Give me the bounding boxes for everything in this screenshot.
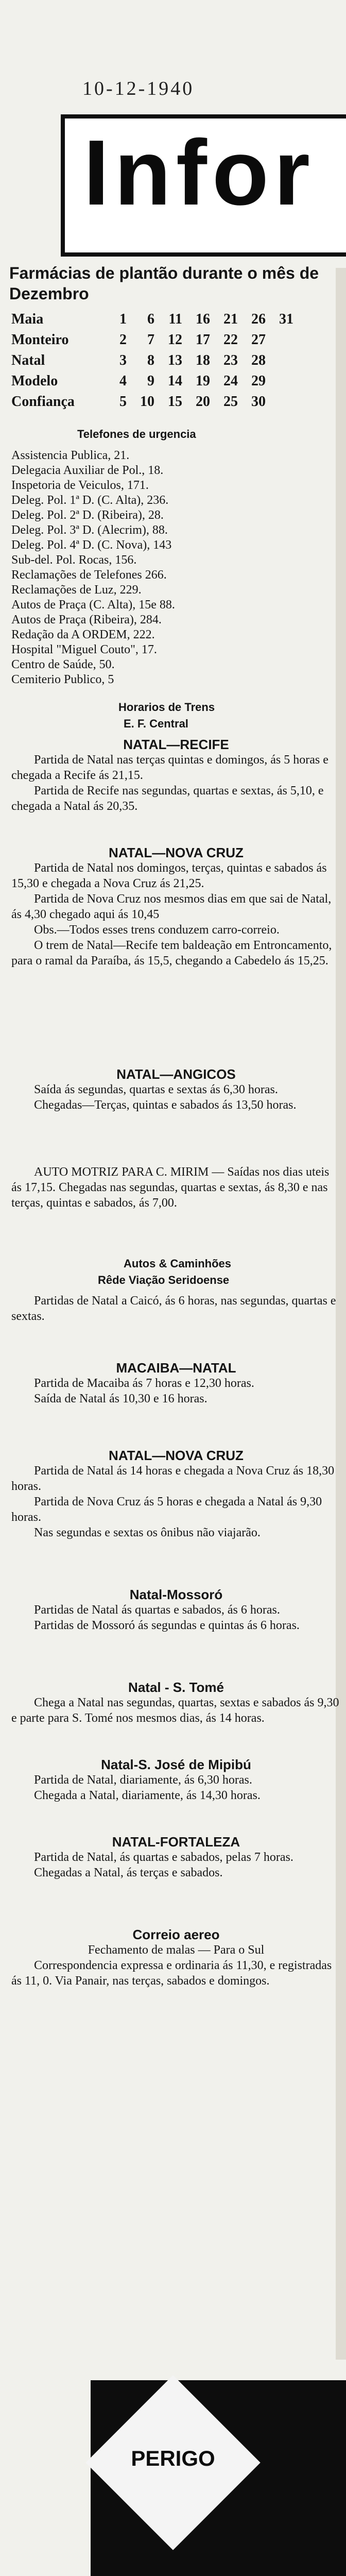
pharmacy-row [11,330,341,350]
phone-entry: Redação da A ORDEM, 222. [11,628,155,641]
pharmacy-day: 13 [168,352,182,368]
natal-novacruz2-line: Nas segundas e sextas os ônibus não viajarão. [34,1526,261,1539]
natal-novacruz-line: Obs.—Todos esses trens conduzem carro-correio. [34,923,280,937]
pharmacy-day: 25 [223,394,238,410]
macaiba-line: Partida de Macaiba ás 7 horas e 12,30 horas. [34,1377,254,1390]
trains-subheading: E. F. Central [124,717,188,730]
phone-entry: Deleg. Pol. 3ª D. (Alecrim), 88. [11,523,168,537]
pharmacy-name: Natal [11,352,45,368]
pharmacy-day: 27 [251,332,266,348]
natal-angicos-line: Saída ás segundas, quartas e sextas ás 6,30 horas. [34,1083,278,1096]
phones-list [11,448,341,687]
automotriz-block [11,1164,341,1211]
pharmacy-day: 4 [119,373,127,389]
natal-angicos-line: Chegadas—Terças, quintas e sabados ás 13,50 horas. [34,1098,297,1112]
sjose-block [11,1757,341,1803]
masthead-title: Infor [83,121,315,225]
pharmacy-day: 18 [196,352,210,368]
pharmacy-row [11,309,341,330]
phone-entry: Autos de Praça (C. Alta), 15e 88. [11,598,175,612]
natal-novacruz-block [11,845,341,969]
phones-heading: Telefones de urgencia [77,428,196,440]
pharmacy-row [11,350,341,371]
pharmacy-heading: Farmácias de plantão durante o mês de Dezembro [9,264,319,303]
masthead [61,114,346,257]
fortaleza-line: Chegadas a Natal, ás terças e sabados. [34,1866,223,1879]
pharmacy-day: 2 [119,332,127,348]
natal-novacruz2-line: Partida de Nova Cruz ás 5 horas e chegada a Natal ás 9,30 horas. [11,1495,322,1524]
phone-entry: Sub-del. Pol. Rocas, 156. [11,553,137,567]
phone-entry: Deleg. Pol. 2ª D. (Ribeira), 28. [11,509,164,522]
pharmacy-day: 12 [168,332,182,348]
pharmacy-day: 22 [223,332,238,348]
mail-line: Correspondencia expressa e ordinaria ás 11,30, e registradas ás 11, 0. Via Panair, nas terças, sabados e domingos. [11,1959,332,1988]
ad-badge-label: PERIGO [131,2446,215,2470]
stome-block [11,1680,341,1726]
natal-novacruz-heading: NATAL—NOVA CRUZ [109,845,244,860]
advertisement [91,2380,346,2576]
trains-heading: Horarios de Trens [118,701,215,714]
mossoro-block [11,1587,341,1633]
fortaleza-line: Partida de Natal, ás quartas e sabados, pelas 7 horas. [34,1851,293,1864]
pharmacy-day: 20 [196,394,210,410]
sjose-line: Chegada a Natal, diariamente, ás 14,30 horas. [34,1789,261,1802]
ad-illustration [91,2535,346,2576]
phone-entry: Deleg. Pol. 1ª D. (C. Alta), 236. [11,494,169,507]
macaiba-block [11,1360,341,1406]
mossoro-line: Partidas de Mossoró ás segundas e quintas ás 6 horas. [34,1619,300,1632]
natal-novacruz-line: O trem de Natal—Recife tem baldeação em Entroncamento, para o ramal da Paraíba, ás 15,5, chegando a Cabedelo ás 15,25. [11,939,332,968]
buses-block [11,1293,341,1324]
natal-recife-line: Partida de Natal nas terças quintas e domingos, ás 5 horas e chegada a Recife ás 21,15. [11,753,328,782]
natal-novacruz2-heading: NATAL—NOVA CRUZ [109,1448,244,1463]
pharmacy-table [11,309,341,412]
stome-heading: Natal - S. Tomé [128,1680,224,1695]
sjose-heading: Natal-S. José de Mipibú [101,1757,251,1772]
pharmacy-name: Confiança [11,394,75,410]
phone-entry: Autos de Praça (Ribeira), 284. [11,613,162,626]
pharmacy-day: 28 [251,352,266,368]
phone-entry: Assistencia Publica, 21. [11,449,130,462]
fortaleza-heading: NATAL-FORTALEZA [112,1834,240,1850]
pharmacy-day: 8 [147,352,154,368]
mail-heading: Correio aereo [132,1927,220,1942]
pharmacy-day: 5 [119,394,127,410]
fortaleza-block [11,1834,341,1880]
phone-entry: Deleg. Pol. 4ª D. (C. Nova), 143 [11,538,172,552]
phone-entry: Delegacia Auxiliar de Pol., 18. [11,464,164,477]
pharmacy-day: 10 [140,394,154,410]
pharmacy-row [11,371,341,392]
natal-recife-line: Partida de Recife nas segundas, quartas e sextas, ás 5,10, e chegada a Natal ás 20,35. [11,784,324,813]
mossoro-line: Partidas de Natal ás quartas e sabados, ás 6 horas. [34,1603,280,1617]
pharmacy-name: Maia [11,311,44,327]
pharmacy-day: 29 [251,373,266,389]
pharmacy-day: 9 [147,373,154,389]
mail-block [11,1927,341,1989]
phone-entry: Reclamações de Telefones 266. [11,568,167,582]
phone-entry: Hospital "Miguel Couto", 17. [11,643,157,656]
pharmacy-day: 7 [147,332,154,348]
pharmacy-day: 24 [223,373,238,389]
pharmacy-day: 17 [196,332,210,348]
natal-recife-heading: NATAL—RECIFE [123,737,229,752]
automotriz-line: AUTO MOTRIZ PARA C. MIRIM — Saídas nos dias uteis ás 17,15. Chegadas nas segundas, quartas e sextas, ás 8,30 e nas terças, quintas e sabados, ás 7,00. [11,1165,330,1210]
phone-entry: Reclamações de Luz, 229. [11,583,142,597]
pharmacy-name: Modelo [11,373,58,389]
pharmacy-day: 1 [119,311,127,327]
natal-novacruz2-block [11,1448,341,1540]
pharmacy-day: 3 [119,352,127,368]
pharmacy-day: 31 [279,311,293,327]
natal-novacruz2-line: Partida de Natal ás 14 horas e chegada a Nova Cruz ás 18,30 horas. [11,1464,335,1493]
mail-subheading: Fechamento de malas — Para o Sul [88,1943,265,1957]
natal-novacruz-line: Partida de Nova Cruz nos mesmos dias em que sai de Natal, ás 4,30 chegado aqui ás 10,45 [11,892,332,921]
buses-subheading: Rêde Viação Seridoense [98,1274,230,1286]
pharmacy-day: 11 [168,311,182,327]
macaiba-line: Saída de Natal ás 10,30 e 16 horas. [34,1392,207,1405]
pharmacy-day: 21 [223,311,238,327]
pharmacy-day: 30 [251,394,266,410]
pharmacy-day: 6 [147,311,154,327]
pharmacy-day: 15 [168,394,182,410]
stome-line: Chega a Natal nas segundas, quartas, sextas e sabados ás 9,30 e parte para S. Tomé nos mesmos dias, ás 14 horas. [11,1696,339,1725]
macaiba-heading: MACAIBA—NATAL [116,1360,236,1376]
sjose-line: Partida de Natal, diariamente, ás 6,30 horas. [34,1773,252,1787]
buses-line: Partidas de Natal a Caicó, ás 6 horas, nas segundas, quartas e sextas. [11,1294,336,1323]
phone-entry: Cemiterio Publico, 5 [11,673,114,686]
natal-angicos-heading: NATAL—ANGICOS [116,1066,236,1082]
natal-recife-block [11,737,341,814]
pharmacy-day: 19 [196,373,210,389]
pharmacy-day: 14 [168,373,182,389]
phone-entry: Centro de Saúde, 50. [11,658,115,671]
buses-heading: Autos & Caminhões [124,1257,232,1270]
issue-date: 10-12-1940 [82,78,195,99]
natal-novacruz-line: Partida de Natal nos domingos, terças, quintas e sabados ás 15,30 e chegada a Nova Cruz ás 21,25. [11,861,327,890]
natal-angicos-block [11,1066,341,1113]
mossoro-heading: Natal-Mossoró [129,1587,223,1602]
pharmacy-day: 23 [223,352,238,368]
pharmacy-row [11,392,341,412]
phone-entry: Inspetoria de Veiculos, 171. [11,479,149,492]
pharmacy-day: 16 [196,311,210,327]
pharmacy-day: 26 [251,311,266,327]
pharmacy-name: Monteiro [11,332,69,348]
